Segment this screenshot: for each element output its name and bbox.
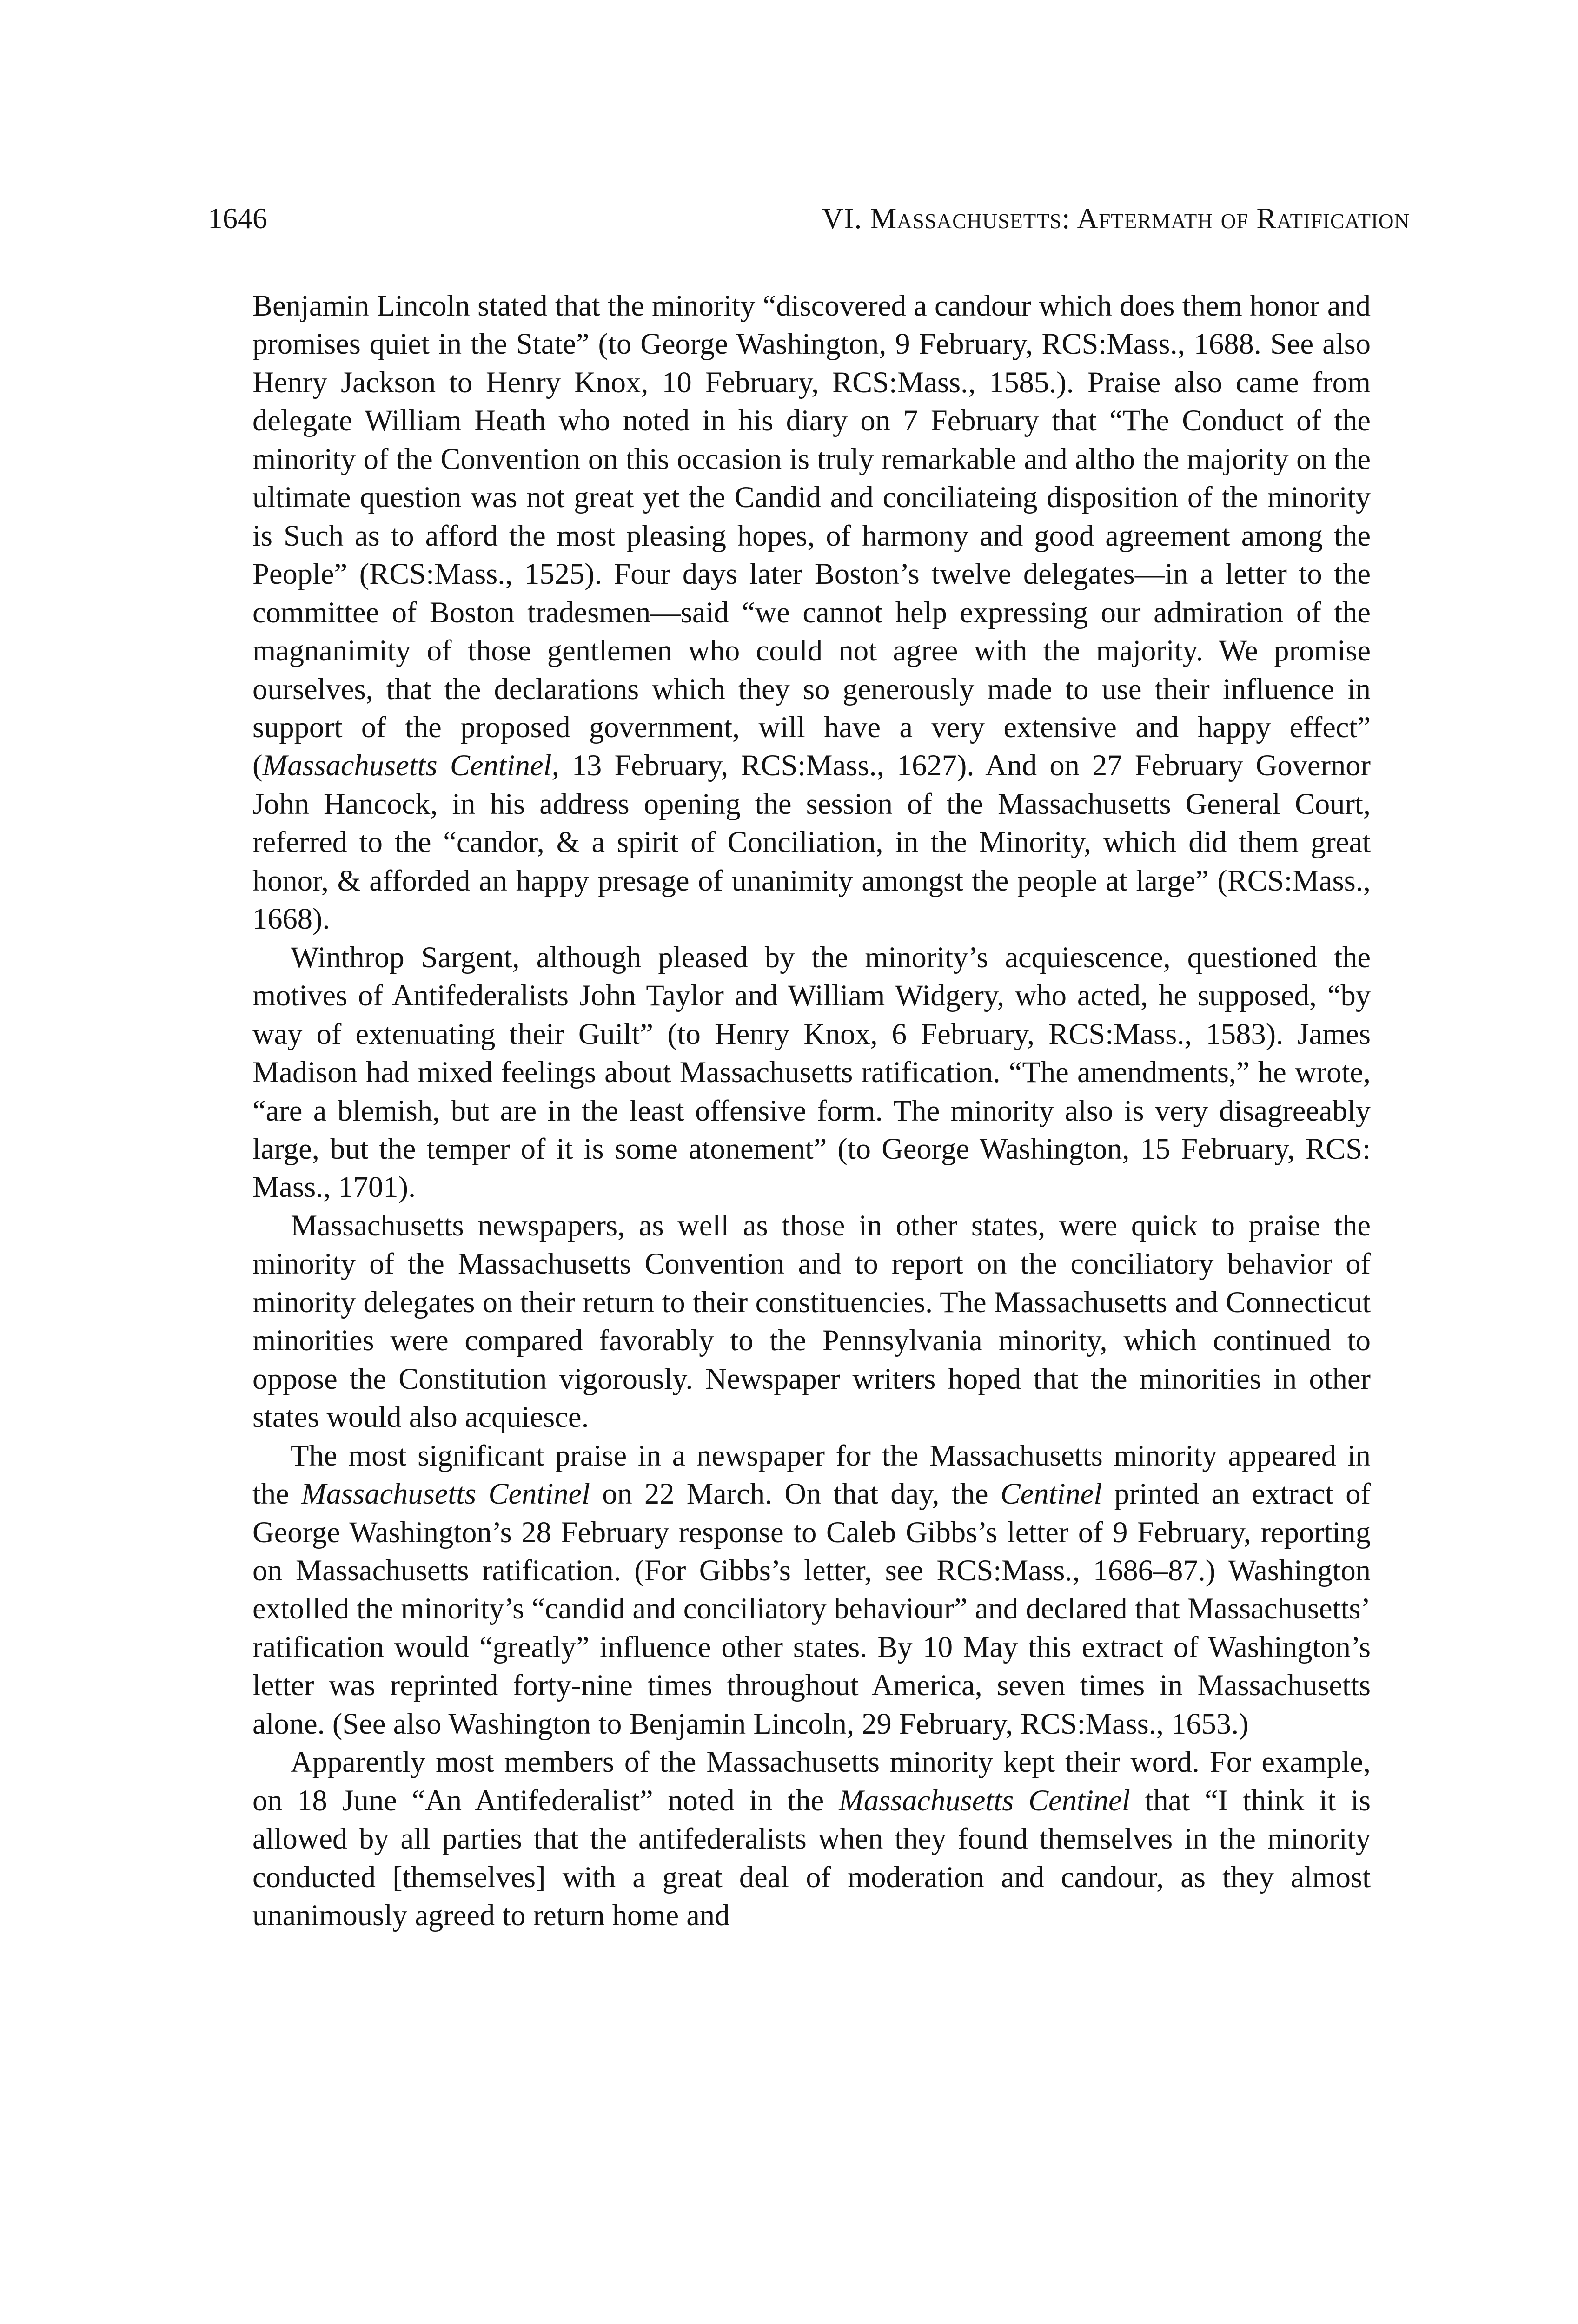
running-title: VI. Massachusetts: Aftermath of Ratification: [822, 202, 1410, 235]
running-head: [208, 198, 1410, 239]
text-run: Winthrop Sargent, although pleased by the minority’s acquiescence, questioned the motives of Antifederalists John Taylor and William Widgery, who acted, he supposed, “by way of extenuating their Guilt” (to Henry Knox, 6 February, RCS:Mass., 1583). James Madison had mixed feelings about Massachusetts ratification. “The amendments,” he wrote, “are a blemish, but are in the least offensive form. The minority also is very disagreeably large, but the temper of it is some atonement” (to George Washington, 15 February, RCS:​Mass., 1701).: [252, 940, 1371, 1204]
text-run: The most significant praise in a newspaper for the Massachusetts minority appeared in the: [252, 1439, 1371, 1511]
body-text: [252, 287, 1371, 1934]
text-run: 13 February, RCS:Mass., 1627). And on 27 February Governor John Hancock, in his address opening the session of the Massachusetts General Court, referred to the “candor, & a spirit of Conciliation, in the Minority, which did them great honor, & afforded an happy presage of unanimity amongst the people at large” (RCS:Mass., 1668).: [252, 749, 1371, 936]
text-run: Apparently most members of the Massachusetts minority kept their word. For example, on 18 June “An Antifederalist” noted in the: [252, 1745, 1371, 1817]
text-run: printed an extract of George Washington’s 28 February response to Caleb Gibbs’s letter of 9 February, reporting on Massachusetts ratification. (For Gibbs’s letter, see RCS:Mass., 1686–87.) Washington extolled the minority’s “candid and conciliatory behaviour” and declared that Massachusetts’ ratification would “greatly” influence other states. By 10 May this extract of Washington’s letter was reprinted forty-nine times throughout America, seven times in Massachusetts alone. (See also Washington to Benjamin Lincoln, 29 February, RCS:Mass., 1653.): [252, 1477, 1371, 1740]
paragraph-newspapers: [252, 1207, 1371, 1437]
text-run: on 22 March. On that day, the: [590, 1477, 1001, 1511]
text-run: that “I think it is allowed by all parties that the antifederalists when they found themselves in the minority conducted [themselves] with a great deal of moderation and candour, as they almost unanimously agreed to return home and: [252, 1783, 1371, 1932]
page-number: 1646: [208, 202, 267, 235]
paragraph-minority-kept-word: [252, 1743, 1371, 1934]
text-run: Massachusetts newspapers, as well as those in other states, were quick to praise the minority of the Massachusetts Convention and to report on the conciliatory behavior of minority delegates on their return to their constituencies. The Massachusetts and Connecticut minorities were compared favorably to the Pennsylvania minority, which continued to oppose the Constitution vigorously. Newspaper writers hoped that the minorities in other states would also acquiesce.: [252, 1208, 1371, 1434]
newspaper-title: Massachusetts Centinel,: [262, 749, 559, 782]
newspaper-title: Massachusetts Centinel: [839, 1783, 1130, 1817]
paragraph-washington-praise: [252, 1437, 1371, 1743]
paragraph-lincoln-heath: [252, 287, 1371, 938]
paragraph-sargent-madison: [252, 938, 1371, 1207]
newspaper-title: Massachusetts Centinel: [301, 1477, 590, 1511]
newspaper-title: Centinel: [1000, 1477, 1102, 1511]
text-run: Benjamin Lincoln stated that the minority “discovered a candour which does them honor and promises quiet in the State” (to George Washington, 9 February, RCS:Mass., 1688. See also Henry Jackson to Henry Knox, 10 February, RCS:Mass., 1585.). Praise also came from delegate William Heath who noted in his diary on 7 February that “The Conduct of the minority of the Convention on this occasion is truly remarkable and altho the majority on the ultimate question was not great yet the Candid and conciliateing disposition of the minority is Such as to afford the most pleasing hopes, of harmony and good agreement among the People” (RCS:Mass., 1525). Four days later Boston’s twelve delegates—in a letter to the committee of Boston tradesmen—said “we cannot help expressing our admiration of the magnanimity of those gentlemen who could not agree with the majority. We promise ourselves, that the declarations which they so generously made to use their influence in support of the proposed government, will have a very extensive and happy effect” (: [252, 289, 1371, 782]
